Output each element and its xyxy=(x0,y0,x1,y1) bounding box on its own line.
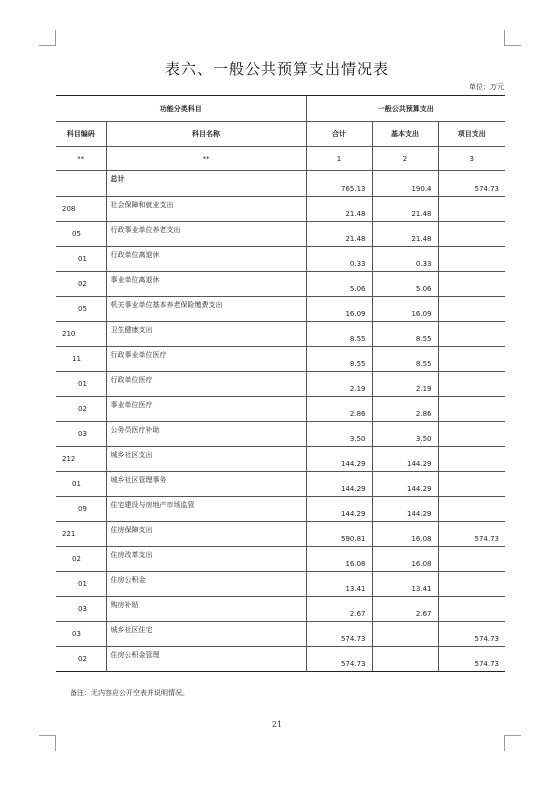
row-project xyxy=(438,222,505,247)
row-basic: 2.67 xyxy=(372,597,438,622)
index-3: 3 xyxy=(438,147,505,171)
row-name: 事业单位医疗 xyxy=(106,397,306,422)
row-code: 221 xyxy=(56,522,106,547)
row-name: 住房公积金 xyxy=(106,572,306,597)
row-total: 16.08 xyxy=(306,547,372,572)
total-basic: 190.4 xyxy=(372,171,438,197)
table-row xyxy=(56,222,505,247)
row-total: 144.29 xyxy=(306,497,372,522)
row-project xyxy=(438,297,505,322)
table-row xyxy=(56,322,505,347)
table-row xyxy=(56,622,505,647)
row-basic: 0.33 xyxy=(372,247,438,272)
crop-mark xyxy=(505,735,521,736)
row-code: 02 xyxy=(56,397,106,422)
row-name: 行政单位医疗 xyxy=(106,372,306,397)
row-name: 社会保障和就业支出 xyxy=(106,197,306,222)
crop-mark xyxy=(39,45,55,46)
row-total: 590.81 xyxy=(306,522,372,547)
row-code: 03 xyxy=(56,622,106,647)
header-row-index xyxy=(56,147,505,171)
crop-mark xyxy=(55,735,56,751)
row-name: 行政事业单位养老支出 xyxy=(106,222,306,247)
table-row xyxy=(56,372,505,397)
page-title: 表六、一般公共预算支出情况表 xyxy=(164,60,389,78)
table-row xyxy=(56,472,505,497)
row-basic: 8.55 xyxy=(372,347,438,372)
row-code: 02 xyxy=(56,647,106,672)
row-total: 574.73 xyxy=(306,647,372,672)
table-row xyxy=(56,247,505,272)
row-total: 2.86 xyxy=(306,397,372,422)
row-code: 05 xyxy=(56,222,106,247)
row-name: 事业单位离退休 xyxy=(106,272,306,297)
row-project xyxy=(438,422,505,447)
row-code: 02 xyxy=(56,272,106,297)
row-total: 8.55 xyxy=(306,347,372,372)
table-row xyxy=(56,422,505,447)
row-total: 574.73 xyxy=(306,622,372,647)
col-header-project: 项目支出 xyxy=(438,122,505,147)
table-row xyxy=(56,297,505,322)
row-project xyxy=(438,272,505,297)
row-project xyxy=(438,347,505,372)
crop-mark xyxy=(39,735,55,736)
row-project xyxy=(438,197,505,222)
row-project: 574.73 xyxy=(438,647,505,672)
row-basic: 5.06 xyxy=(372,272,438,297)
row-project xyxy=(438,597,505,622)
page-number: 21 xyxy=(271,720,283,729)
total-amount: 765.13 xyxy=(306,171,372,197)
row-code: 210 xyxy=(56,322,106,347)
row-basic: 21.48 xyxy=(372,197,438,222)
row-project xyxy=(438,447,505,472)
total-project: 574.73 xyxy=(438,171,505,197)
row-name: 卫生健康支出 xyxy=(106,322,306,347)
row-total: 2.19 xyxy=(306,372,372,397)
row-name: 机关事业单位基本养老保险缴费支出 xyxy=(106,297,306,322)
row-basic xyxy=(372,647,438,672)
row-total: 144.29 xyxy=(306,447,372,472)
table-row xyxy=(56,272,505,297)
row-basic: 144.29 xyxy=(372,447,438,472)
row-name: 城乡社区管理事务 xyxy=(106,472,306,497)
index-2: 2 xyxy=(372,147,438,171)
table-row xyxy=(56,397,505,422)
table-row xyxy=(56,497,505,522)
row-project xyxy=(438,472,505,497)
row-name: 行政单位离退休 xyxy=(106,247,306,272)
row-project: 574.73 xyxy=(438,522,505,547)
group-header-budget: 一般公共预算支出 xyxy=(306,96,505,122)
row-name: 住房公积金管理 xyxy=(106,647,306,672)
row-name: 住房保障支出 xyxy=(106,522,306,547)
col-header-basic: 基本支出 xyxy=(372,122,438,147)
row-project xyxy=(438,322,505,347)
row-code: 212 xyxy=(56,447,106,472)
row-code: 09 xyxy=(56,497,106,522)
col-header-code: 科目编码 xyxy=(56,122,106,147)
group-header-function: 功能分类科目 xyxy=(56,96,306,122)
row-project xyxy=(438,397,505,422)
row-code: 03 xyxy=(56,422,106,447)
row-project xyxy=(438,372,505,397)
row-total: 21.48 xyxy=(306,197,372,222)
row-code: 01 xyxy=(56,572,106,597)
row-name: 购房补贴 xyxy=(106,597,306,622)
table-row xyxy=(56,597,505,622)
row-project xyxy=(438,497,505,522)
header-row-groups xyxy=(56,96,505,122)
row-code: 01 xyxy=(56,372,106,397)
table-row xyxy=(56,547,505,572)
row-name: 公务员医疗补助 xyxy=(106,422,306,447)
row-total: 8.55 xyxy=(306,322,372,347)
total-row xyxy=(56,171,505,197)
row-basic: 16.08 xyxy=(372,522,438,547)
table-row xyxy=(56,197,505,222)
footnote: 备注：无内容应公开空表并说明情况。 xyxy=(70,689,189,697)
row-total: 0.33 xyxy=(306,247,372,272)
row-total: 16.09 xyxy=(306,297,372,322)
row-basic: 16.08 xyxy=(372,547,438,572)
col-header-total: 合计 xyxy=(306,122,372,147)
row-basic: 8.55 xyxy=(372,322,438,347)
header-row-columns xyxy=(56,122,505,147)
index-code: ** xyxy=(56,147,106,171)
crop-mark xyxy=(55,30,56,46)
row-basic: 16.09 xyxy=(372,297,438,322)
table-row xyxy=(56,647,505,672)
row-basic: 3.50 xyxy=(372,422,438,447)
row-basic: 2.86 xyxy=(372,397,438,422)
index-name: ** xyxy=(106,147,306,171)
row-basic: 144.29 xyxy=(372,472,438,497)
row-code: 02 xyxy=(56,547,106,572)
crop-mark xyxy=(504,30,505,46)
row-project xyxy=(438,572,505,597)
row-total: 21.48 xyxy=(306,222,372,247)
unit-label: 单位：万元 xyxy=(469,83,504,91)
row-name: 行政事业单位医疗 xyxy=(106,347,306,372)
row-code: 01 xyxy=(56,247,106,272)
crop-mark xyxy=(504,735,505,751)
row-name: 住宅建设与房地产市场监管 xyxy=(106,497,306,522)
row-total: 144.29 xyxy=(306,472,372,497)
index-1: 1 xyxy=(306,147,372,171)
table-row xyxy=(56,347,505,372)
total-code-cell xyxy=(56,171,106,197)
row-code: 11 xyxy=(56,347,106,372)
row-code: 05 xyxy=(56,297,106,322)
row-basic: 13.41 xyxy=(372,572,438,597)
table-row xyxy=(56,572,505,597)
budget-table xyxy=(56,95,505,672)
row-name: 城乡社区支出 xyxy=(106,447,306,472)
row-name: 城乡社区住宅 xyxy=(106,622,306,647)
row-project xyxy=(438,247,505,272)
row-basic xyxy=(372,622,438,647)
row-code: 01 xyxy=(56,472,106,497)
row-code: 208 xyxy=(56,197,106,222)
row-project: 574.73 xyxy=(438,622,505,647)
col-header-name: 科目名称 xyxy=(106,122,306,147)
row-total: 13.41 xyxy=(306,572,372,597)
total-label: 总计 xyxy=(106,171,306,197)
row-total: 3.50 xyxy=(306,422,372,447)
row-basic: 2.19 xyxy=(372,372,438,397)
row-basic: 21.48 xyxy=(372,222,438,247)
row-basic: 144.29 xyxy=(372,497,438,522)
row-code: 03 xyxy=(56,597,106,622)
crop-mark xyxy=(505,45,521,46)
row-name: 住房改革支出 xyxy=(106,547,306,572)
row-project xyxy=(438,547,505,572)
table-row xyxy=(56,522,505,547)
table-row xyxy=(56,447,505,472)
row-total: 5.06 xyxy=(306,272,372,297)
row-total: 2.67 xyxy=(306,597,372,622)
